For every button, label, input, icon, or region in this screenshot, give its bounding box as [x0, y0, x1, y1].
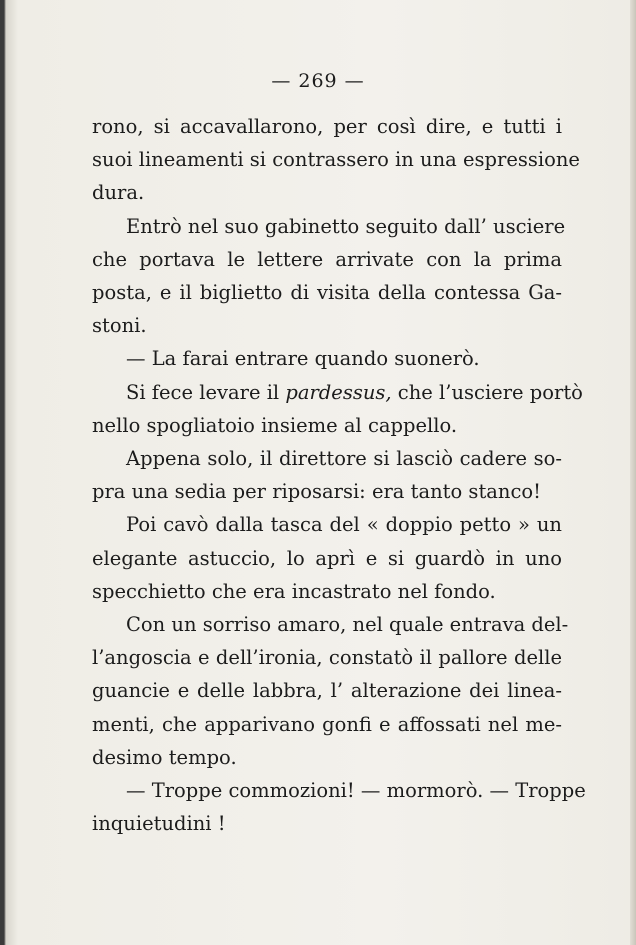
page-edge: [630, 0, 636, 945]
text-line: — La farai entrare quando suonerò.: [126, 347, 480, 371]
text-line: desimo tempo.: [92, 745, 237, 769]
text-line: stoni.: [92, 314, 147, 338]
text-line: che portava le lettere arrivate con la prima: [92, 247, 562, 271]
text-line: rono, si accavallarono, per così dire, e tutti i: [92, 115, 562, 138]
text-line: guancie e delle labbra, l’ alterazione dei linea-: [92, 679, 562, 703]
italic-word: pardessus,: [285, 380, 392, 404]
page-number: — 269 —: [271, 70, 365, 92]
text-line: Con un sorriso amaro, nel quale entrava del-: [126, 613, 569, 637]
text-line: Entrò nel suo gabinetto seguito dall’ usciere: [126, 214, 566, 238]
body-text: [92, 110, 586, 840]
text-line: nello spogliatoio insieme al cappello.: [92, 413, 458, 437]
text-line: elegante astuccio, lo aprì e si guardò in uno: [92, 546, 562, 570]
text-line: inquietudini !: [92, 812, 226, 836]
text-segment: che l’usciere portò: [391, 380, 583, 404]
text-line: — Troppe commozioni! — mormorò. — Troppe: [126, 779, 586, 803]
text-line: l’angoscia e dell’ironia, constatò il pallore delle: [92, 646, 562, 670]
text-line: Appena solo, il direttore si lasciò cadere so-: [126, 447, 562, 471]
text-line: [92, 376, 583, 409]
text-line: suoi lineamenti si contrassero in una espressione: [92, 148, 580, 172]
text-line: dura.: [92, 181, 145, 205]
text-line: posta, e il biglietto di visita della contessa Ga-: [92, 281, 562, 305]
text-line: specchietto che era incastrato nel fondo.: [92, 579, 496, 603]
text-line: menti, che apparivano gonfi e affossati nel me-: [92, 712, 562, 736]
text-line: pra una sedia per riposarsi: era tanto stanco!: [92, 480, 541, 504]
text-segment: Si fece levare il: [126, 380, 286, 404]
text-line: Poi cavò dalla tasca del « doppio petto » un: [126, 513, 562, 537]
